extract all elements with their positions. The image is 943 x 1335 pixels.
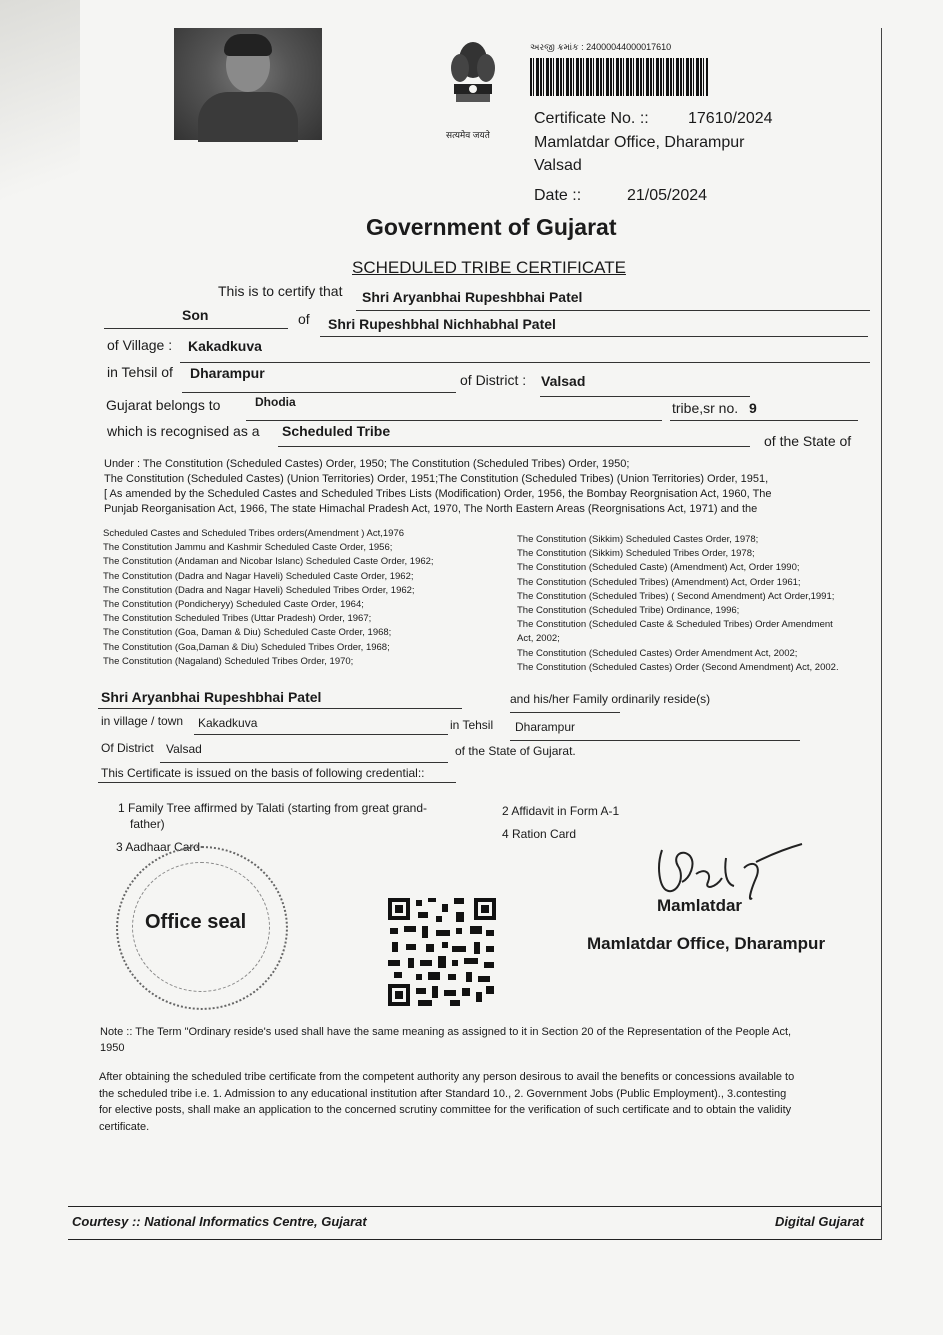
tehsil-value: Dharampur: [190, 365, 265, 381]
village-label: of Village :: [107, 337, 173, 353]
residence-name: Shri Aryanbhai Rupeshbhai Patel: [101, 689, 322, 705]
res-district-value: Valsad: [166, 742, 202, 756]
village-value: Kakadkuva: [188, 338, 262, 354]
barcode-label: અરજી ક્રમાંક : 24000044000017610: [530, 42, 672, 52]
district-label: of District :: [460, 372, 527, 388]
certificate-subtitle: SCHEDULED TRIBE CERTIFICATE: [352, 258, 626, 277]
national-emblem-icon: [442, 38, 504, 136]
page-title: Government of Gujarat: [366, 214, 617, 240]
footer-brand: Digital Gujarat: [775, 1214, 864, 1229]
signatory-office: Mamlatdar Office, Dharampur: [587, 934, 826, 953]
credential-2: 2 Affidavit in Form A-1: [502, 804, 620, 818]
res-tehsil-value: Dharampur: [515, 720, 576, 734]
signatory-title: Mamlatdar: [657, 896, 743, 915]
belongs-label: Gujarat belongs to: [106, 397, 221, 413]
footer-courtesy: Courtesy :: National Informatics Centre, Gujarat: [72, 1214, 367, 1229]
under-paragraph: Under : The Constitution (Scheduled Castes) Order, 1950; The Constitution (Scheduled Tribes) Order, 1950; The Constitution (Scheduled Castes) (Union Territories) Order, 1951;The Constitution (Scheduled Tribes) (Union Territories) Order, 1951, [ As amended by the Scheduled Castes and Scheduled Tribes Lists (Modification) Order, 1956, the Bombay Reorgnisation Act, 1960, The Punjab Reorganisation Act, 1966, The state Himachal Pradesh Act, 1970, The North Eastern Areas (Reorgnisations Act, 1971) and the: [104, 458, 772, 515]
tehsil-label: in Tehsil of: [107, 364, 173, 380]
res-state-label: of the State of Gujarat.: [455, 744, 576, 758]
of-label: of: [298, 311, 310, 327]
res-village-label: in village / town: [101, 714, 184, 728]
recognised-label: which is recognised as a: [107, 423, 260, 439]
tribe-sr-value: 9: [749, 400, 757, 416]
office-line1: Mamlatdar Office, Dharampur: [534, 134, 745, 151]
basis-label: This Certificate is issued on the basis of following credential::: [101, 766, 425, 780]
note-paragraph: Note :: The Term "Ordinary reside's used shall have the same meaning as assigned to it in Section 20 of the Representation of the People Act, 1950: [100, 1026, 792, 1054]
date-value: 21/05/2024: [627, 187, 708, 204]
barcode: [530, 58, 708, 96]
tribe-sr-label: tribe,sr no.: [672, 400, 739, 416]
parent-name: Shri Rupeshbhal Nichhabhal Patel: [328, 316, 556, 332]
certify-label: This is to certify that: [218, 283, 343, 299]
tribe-value: Dhodia: [255, 395, 296, 409]
relation: Son: [182, 307, 209, 323]
res-village-value: Kakadkuva: [198, 716, 258, 730]
emblem-motto: सत्यमेव जयते: [446, 130, 490, 140]
family-label: and his/her Family ordinarily reside(s): [510, 692, 711, 706]
orders-left-list: Scheduled Castes and Scheduled Tribes orders(Amendment ) Act,1976 The Constitution Jammu and Kashmir Scheduled Caste Order, 1956; The Constitution (Andaman and Nicobar Islanc) Scheduled Caste Order, 1962; The Constitution (Dadra and Nagar Haveli) Scheduled Caste Order, 1962; The Constitution (Dadra and Nagar Haveli) Scheduled Tribes Order, 1962; The Constitution (Pondicheryy) Scheduled Caste Order, 1964; The Constitution Scheduled Tribes (Uttar Pradesh) Order, 1967; The Constitution (Goa, Daman & Diu) Scheduled Caste Order, 1968; The Constitution (Goa,Daman & Diu) Scheduled Tribes Order, 1968; The Constitution (Nagaland) Scheduled Tribes Order, 1970;: [103, 528, 434, 667]
office-line2: Valsad: [534, 157, 582, 174]
qr-code: [386, 896, 498, 1008]
cert-no: 17610/2024: [688, 110, 773, 127]
signature-image: [652, 838, 812, 904]
res-district-label: Of District: [101, 741, 154, 755]
district-value: Valsad: [541, 373, 586, 389]
credential-4: 4 Ration Card: [502, 827, 577, 841]
cert-no-label: Certificate No. ::: [534, 110, 649, 127]
date-label: Date ::: [534, 187, 582, 204]
credential-1: 1 Family Tree affirmed by Talati (starting from great grand-: [118, 801, 428, 815]
applicant-name: Shri Aryanbhai Rupeshbhai Patel: [362, 289, 583, 305]
after-paragraph: After obtaining the scheduled tribe certificate from the competent authority any person desirous to avail the benefits or concessions available to the scheduled tribe i.e. 1. Admission to any educational institution after Standard 10., 2. Government Jobs (Public Employment)., 3.contesting for elective posts, shall make an application to the concerned scrutiny committee for the verification of such certificate and to obtain the validity certificate.: [99, 1071, 795, 1133]
recognised-value: Scheduled Tribe: [282, 423, 391, 439]
applicant-photo: [174, 28, 322, 140]
res-tehsil-label: in Tehsil: [450, 718, 494, 732]
credential-3: 3 Aadhaar Card: [116, 840, 201, 854]
orders-right-list: The Constitution (Sikkim) Scheduled Castes Order, 1978; The Constitution (Sikkim) Scheduled Tribes Order, 1978; The Constitution (Scheduled Caste) (Amendment) Act, Order 1990; The Constitution (Scheduled Tribes) (Amendment) Act, Order 1961; The Constitution (Scheduled Tribes) ( Second Amendment) Act Order,1991; The Constitution (Scheduled Tribe) Ordinance, 1996; The Constitution (Scheduled Caste & Scheduled Tribes) Order Amendment Act, 2002; The Constitution (Scheduled Castes) Order Amendment Act, 2002; The Constitution (Scheduled Castes) Order (Second Amendment) Act, 2002.: [517, 534, 839, 673]
state-of-label: of the State of: [764, 433, 852, 449]
office-seal-text: Office seal: [145, 911, 247, 933]
credential-1-cont: father): [130, 817, 165, 831]
